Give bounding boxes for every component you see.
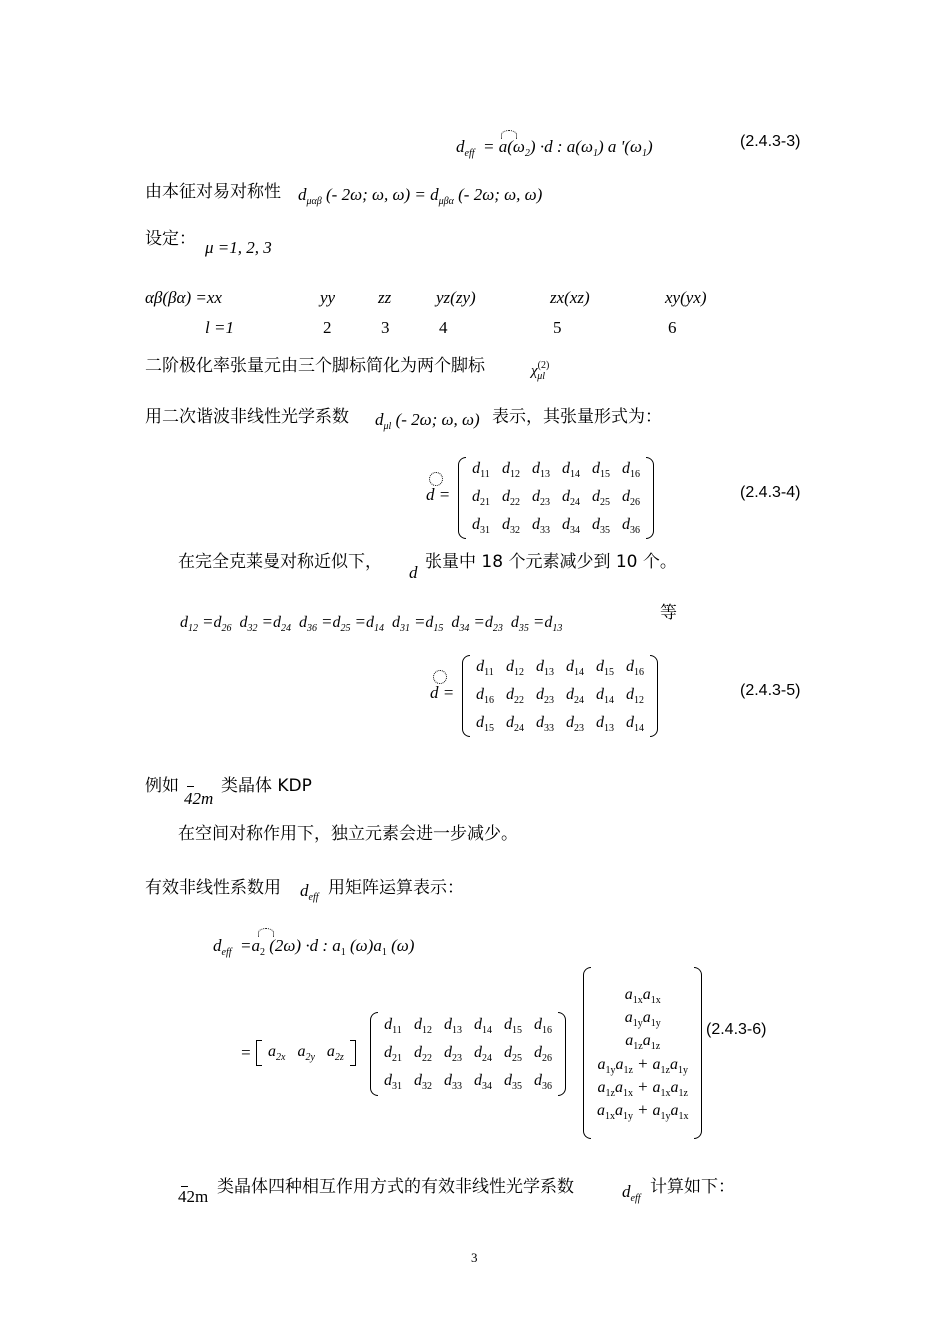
page-number: 3 [471, 1250, 478, 1265]
tensor-element: $d_{15}$ [504, 1016, 522, 1036]
tensor-element: $d_{12}$ [626, 686, 644, 706]
index-pair-4: yz(zy) [436, 288, 476, 307]
tensor-element: $d_{31}$ [384, 1072, 402, 1092]
tensor-element: $d_{33}$ [444, 1072, 462, 1092]
tensor-element: $d_{36}$ [534, 1072, 552, 1092]
spatial-symmetry-text: 在空间对称作用下，独立元素会进一步减少。 [178, 824, 518, 844]
vector-arrow-mark [258, 928, 274, 937]
index-pair-6: xy(yx) [665, 288, 707, 307]
tensor-element: $d_{14}$ [474, 1016, 492, 1036]
deff-intro: 有效非线性系数用 [145, 878, 281, 898]
eq-label: (2.4.3-6) [706, 1021, 767, 1038]
symmetry-equation: $d_{\mu\alpha\beta}$ (- 2ω; ω, $\omega) = d_{\mu\beta\alpha}$ (- 2ω; ω, ω) [298, 185, 543, 207]
index-pair-3: zz [378, 288, 392, 307]
tensor-element: $d_{14}$ [626, 714, 644, 734]
point-group-label-roman: 42m [178, 1187, 209, 1206]
tensor-matrix-5 [462, 654, 658, 738]
tensor-element: $d_{13}$ [596, 714, 614, 734]
l-value-5: 5 [553, 318, 562, 337]
tensor-element: $d_{15}$ [476, 714, 494, 734]
final-text-b: 计算如下： [650, 1177, 735, 1197]
example-text-b: 类晶体 KDP [221, 776, 312, 796]
tensor-element: $d_{34}$ [474, 1072, 492, 1092]
final-text-a: 类晶体四种相互作用方式的有效非线性光学系数 [217, 1177, 574, 1197]
tensor-element: $d_{32}$ [502, 516, 520, 536]
tensor-element: $d_{14}$ [596, 686, 614, 706]
tensor-element: $d_{22}$ [506, 686, 524, 706]
example-text-a: 例如 [145, 776, 179, 796]
tensor-element: $d_{11}$ [476, 658, 494, 678]
shg-intro: 用二次谐波非线性光学系数 [145, 407, 349, 427]
shg-tail: 表示，其张量形式为： [492, 407, 662, 427]
reduction-text: 二阶极化率张量元由三个脚标简化为两个脚标 [145, 356, 485, 376]
etc-mark: 等 [660, 603, 677, 623]
tensor-element: $d_{23}$ [566, 714, 584, 734]
l-value-2: 2 [323, 318, 332, 337]
tensor-element: $d_{13}$ [532, 460, 550, 480]
tensor-element: $d_{12}$ [502, 460, 520, 480]
kleinman-equalities: $d_{12} =d_{26}$ $d_{32} =d_{24}$ $d_{36} =d_{25} =d_{14}$ $d_{31} =d_{15}$ $d_{34} =d_{23}$ $d_{35} =d_{13}$ [180, 612, 563, 634]
tensor-element: $d_{13}$ [536, 658, 554, 678]
eq-label: (2.4.3-4) [740, 484, 801, 501]
deff-equation-line1: $d_{eff} =a_2$ (2ω) ·d : $a_1$ $(\omega)a_1$ (ω) [213, 936, 415, 958]
tensor-element: $d_{33}$ [536, 714, 554, 734]
tensor-element: $d_{16}$ [534, 1016, 552, 1036]
tensor-element: $d_{25}$ [504, 1044, 522, 1064]
point-group-label: 42m [184, 789, 214, 808]
tensor-element: $d_{11}$ [472, 460, 490, 480]
tensor-element: $d_{26}$ [622, 488, 640, 508]
tensor-element: $d_{24}$ [506, 714, 524, 734]
tensor-element: $d_{21}$ [472, 488, 490, 508]
shg-coefficient: $d_{\mu l}$ (- 2ω; ω, ω) [375, 410, 480, 432]
tensor-element: $d_{24}$ [474, 1044, 492, 1064]
tensor-element: $d_{15}$ [596, 658, 614, 678]
tensor-element: $d_{24}$ [562, 488, 580, 508]
tensor-element: $d_{14}$ [562, 460, 580, 480]
deff-symbol: $d_{eff}$ [300, 881, 319, 903]
tensor-element: $d_{16}$ [476, 686, 494, 706]
tensor-element: $d_{23}$ [532, 488, 550, 508]
eq-label: (2.4.3-5) [740, 682, 801, 699]
index-pair-5: zx(xz) [550, 288, 590, 307]
index-pair-2: yy [320, 288, 336, 307]
tensor-element: $d_{22}$ [502, 488, 520, 508]
tensor-element: $d_{21}$ [384, 1044, 402, 1064]
tensor-element: $d_{14}$ [566, 658, 584, 678]
tensor-element: $d_{15}$ [592, 460, 610, 480]
l-value-1: l =1 [205, 318, 234, 337]
tensor-element: $d_{32}$ [414, 1072, 432, 1092]
tensor-element: $d_{35}$ [504, 1072, 522, 1092]
tensor-matrix-6 [370, 1012, 566, 1096]
tensor-element: $d_{13}$ [444, 1016, 462, 1036]
tensor-mark [429, 472, 443, 486]
tensor-matrix-4 [458, 456, 654, 540]
l-value-4: 4 [439, 318, 448, 337]
tensor-element: $d_{23}$ [536, 686, 554, 706]
column-vector-a1: $a_{1x}a_{1x}$ $a_{1y}a_{1y}$ $a_{1z}a_{1z}$ $a_{1y}a_{1z} + a_{1z}a_{1y}$ $a_{1z}a_{1x} + a_{1x}a_{1z}$ $a_{1x}a_{1y} + a_{1y}a_{1x}$ [583, 967, 702, 1139]
eq-label: (2.4.3-3) [740, 133, 801, 150]
l-value-3: 3 [381, 318, 390, 337]
d-tensor-symbol: d = [426, 485, 451, 504]
l-value-6: 6 [668, 318, 677, 337]
d-tensor-symbol: d = [430, 683, 455, 702]
deff-tail: 用矩阵运算表示： [328, 878, 464, 898]
tensor-element: $d_{26}$ [534, 1044, 552, 1064]
tensor-element: $d_{33}$ [532, 516, 550, 536]
setting-label: 设定： [145, 229, 196, 249]
tensor-element: $d_{34}$ [562, 516, 580, 536]
tensor-element: $d_{31}$ [472, 516, 490, 536]
tensor-element: $d_{11}$ [384, 1016, 402, 1036]
tensor-element: $d_{16}$ [626, 658, 644, 678]
tensor-element: $d_{12}$ [506, 658, 524, 678]
tensor-mark [433, 670, 447, 684]
kleinman-text-a: 在完全克莱曼对称近似下， [178, 552, 382, 572]
index-pair-1: αβ(βα) =xx [145, 288, 222, 307]
row-vector-a2: $a_{2x}$ $a_{2y}$ $a_{2z}$ [256, 1040, 356, 1066]
equation-2-4-3-3: $d_{eff} = a(\omega_2) \cdot d$ : $a(\omega_1)$ a '$(\omega_1)$ [456, 137, 653, 159]
vector-arrow-mark [501, 130, 517, 139]
overbar [187, 786, 194, 787]
tensor-element: $d_{35}$ [592, 516, 610, 536]
tensor-element: $d_{25}$ [592, 488, 610, 508]
tensor-element: $d_{36}$ [622, 516, 640, 536]
tensor-element: $d_{12}$ [414, 1016, 432, 1036]
tensor-element: $d_{23}$ [444, 1044, 462, 1064]
mu-values: μ =1, 2, 3 [205, 238, 272, 257]
symmetry-intro: 由本征对易对称性 [145, 182, 281, 202]
chi-symbol: $\chi^{(2)}_{\mu l}$ [531, 360, 550, 382]
tensor-element: $d_{16}$ [622, 460, 640, 480]
equals-sign: = [240, 1043, 252, 1062]
tensor-element: $d_{24}$ [566, 686, 584, 706]
d-tensor-symbol-inline: d [409, 563, 418, 582]
deff-symbol: $d_{eff}$ [622, 1182, 641, 1204]
tensor-element: $d_{22}$ [414, 1044, 432, 1064]
kleinman-text-b: 张量中 18 个元素减少到 10 个。 [425, 552, 677, 572]
